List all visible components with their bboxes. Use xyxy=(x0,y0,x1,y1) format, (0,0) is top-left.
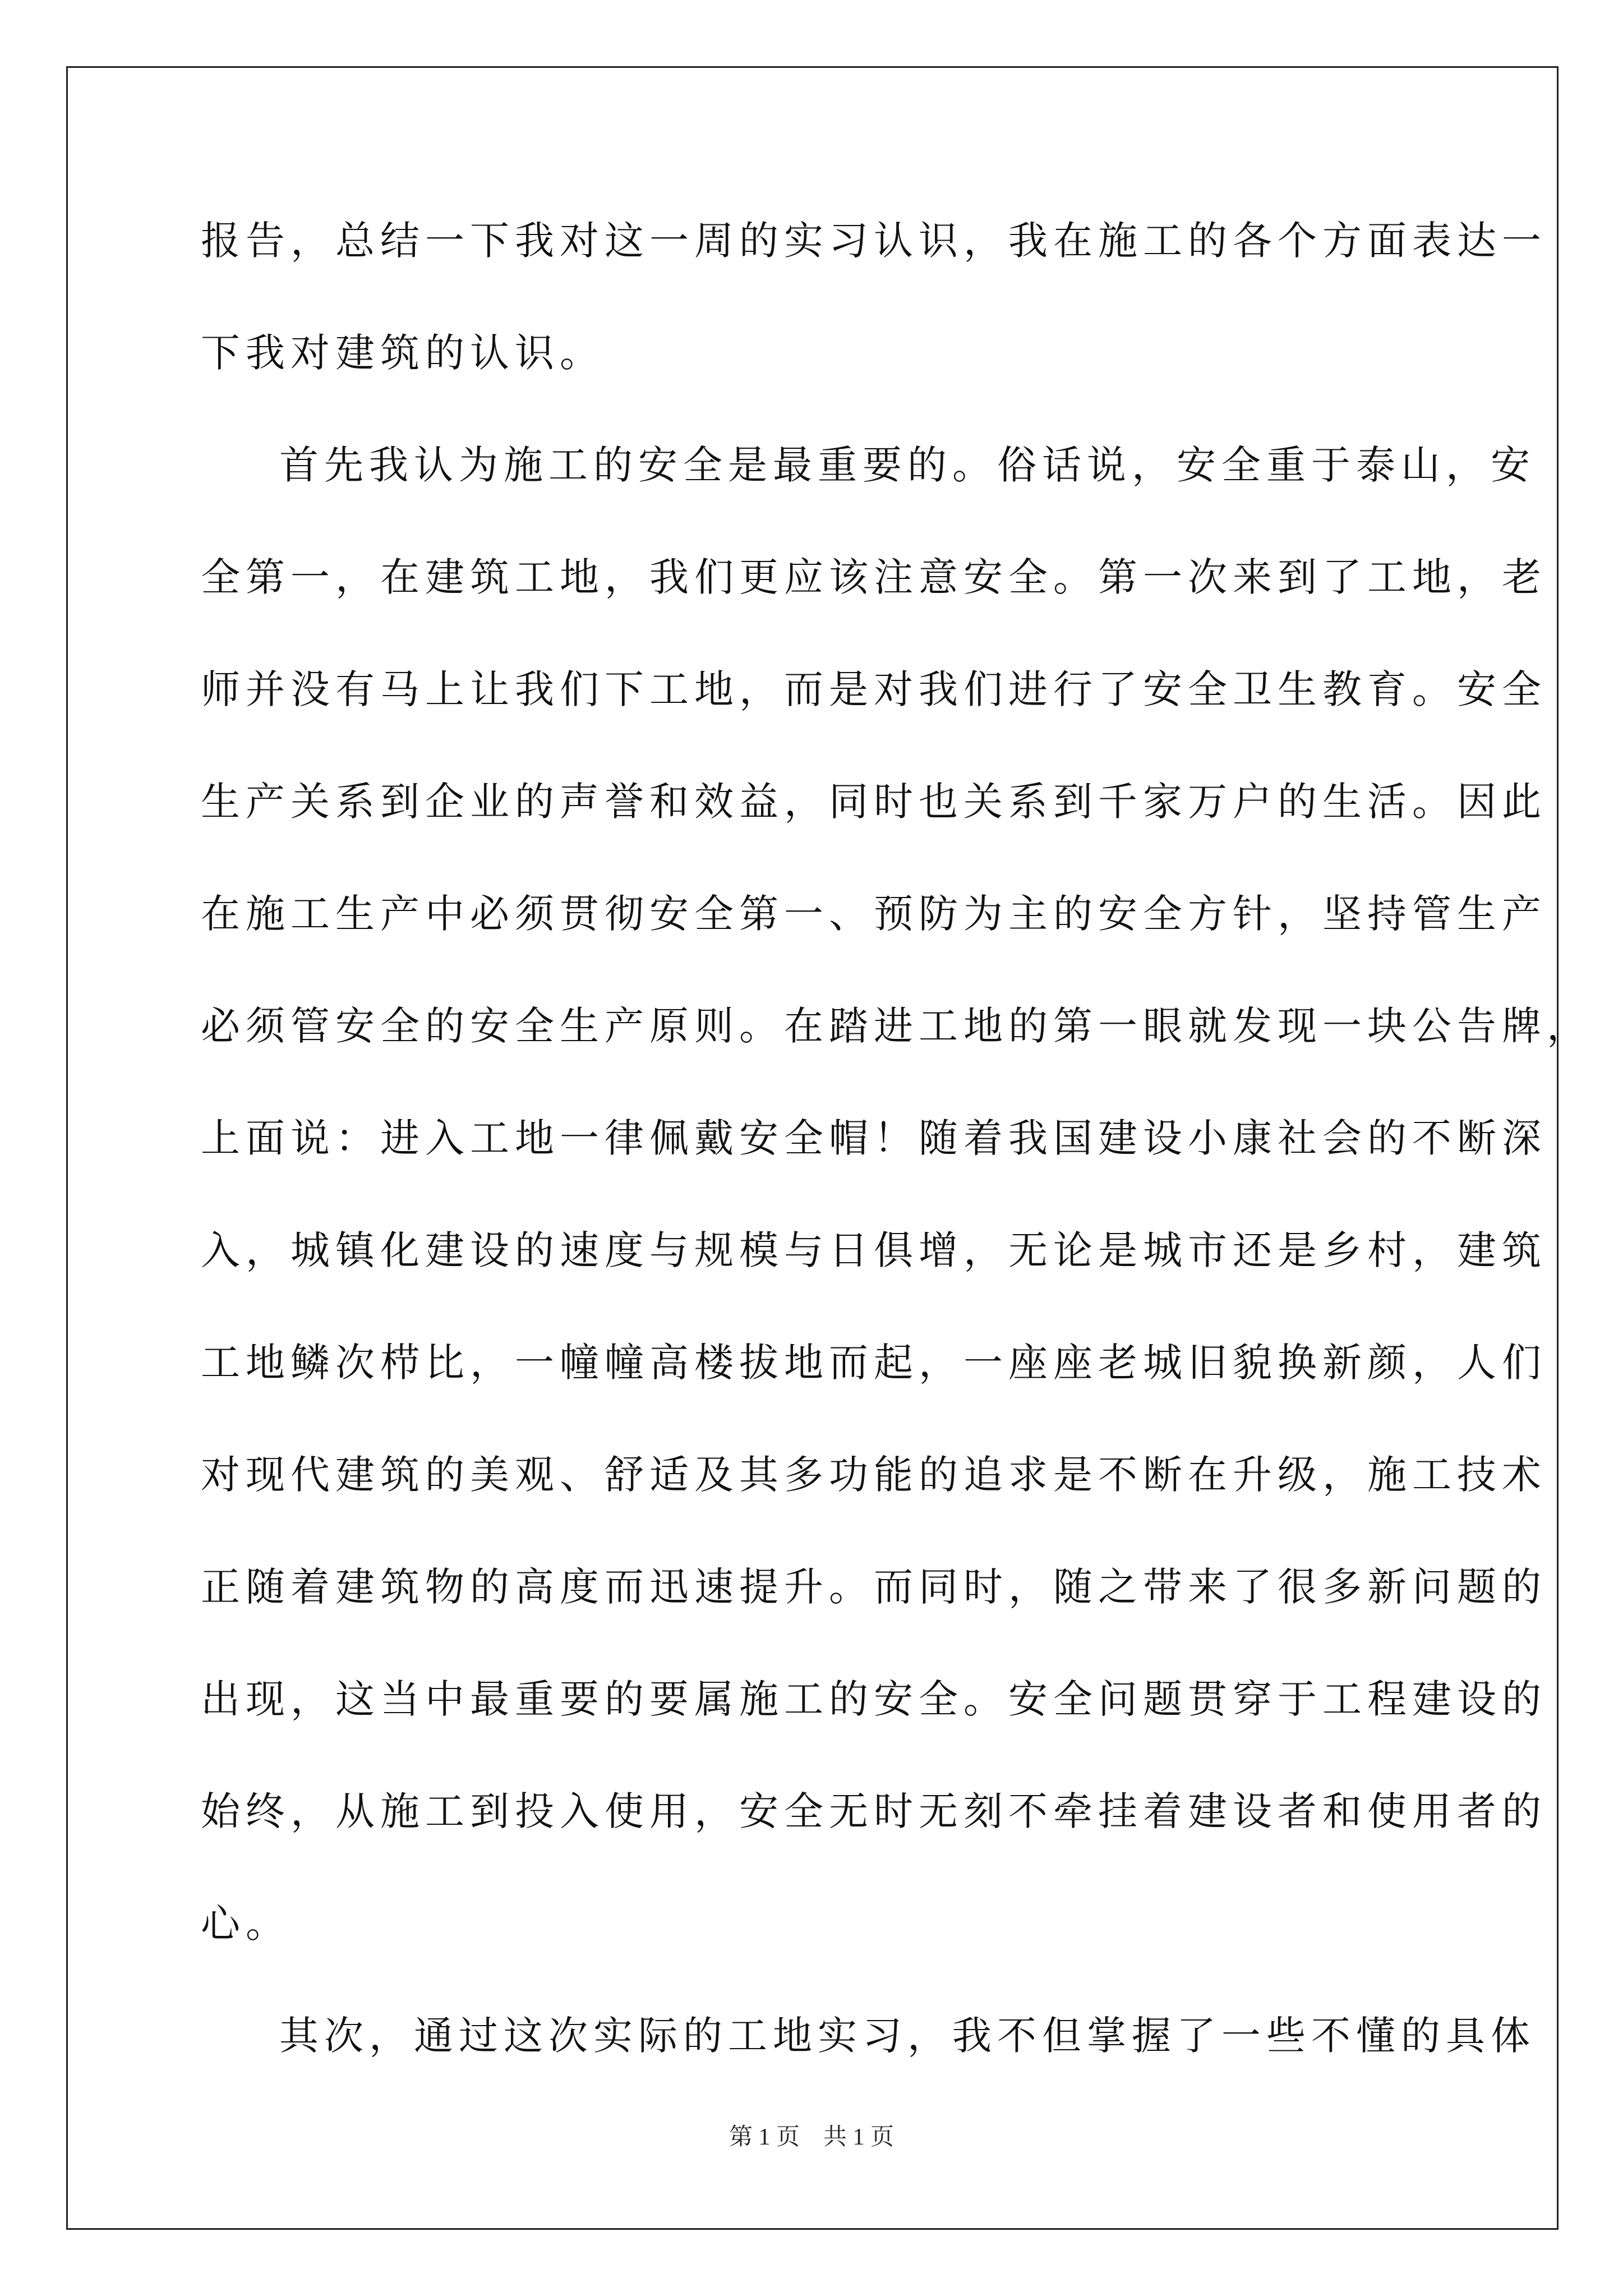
page-footer: 第 1 页 共 1 页 xyxy=(728,2124,894,2150)
text-line: 正随着建筑物的高度而迅速提升。而同时，随之带来了很多新问题的 xyxy=(201,1564,1547,1610)
text-line: 下我对建筑的认识。 xyxy=(201,330,605,376)
text-line: 入，城镇化建设的速度与规模与日俱增，无论是城市还是乡村，建筑 xyxy=(201,1227,1547,1273)
text-line: 必须管安全的安全生产原则。在踏进工地的第一眼就发现一块公告牌， xyxy=(201,1003,1592,1049)
text-line: 上面说：进入工地一律佩戴安全帽！随着我国建设小康社会的不断深 xyxy=(201,1115,1547,1161)
text-line: 始终，从施工到投入使用，安全无时无刻不牵挂着建设者和使用者的 xyxy=(201,1788,1547,1834)
paragraph-start-line: 其次，通过这次实际的工地实习，我不但掌握了一些不懂的具体 xyxy=(279,2013,1536,2059)
text-line: 在施工生产中必须贯彻安全第一、预防为主的安全方针，坚持管生产 xyxy=(201,891,1547,937)
text-line: 报告，总结一下我对这一周的实习认识，我在施工的各个方面表达一 xyxy=(201,218,1547,264)
text-line: 对现代建筑的美观、舒适及其多功能的追求是不断在升级，施工技术 xyxy=(201,1452,1547,1498)
text-line: 生产关系到企业的声誉和效益，同时也关系到千家万户的生活。因此 xyxy=(201,779,1547,825)
text-line: 出现，这当中最重要的要属施工的安全。安全问题贯穿于工程建设的 xyxy=(201,1676,1547,1722)
text-line: 工地鳞次栉比，一幢幢高楼拔地而起，一座座老城旧貌换新颜，人们 xyxy=(201,1340,1547,1386)
text-line: 心。 xyxy=(201,1901,291,1947)
paragraph-start-line: 首先我认为施工的安全是最重要的。俗话说，安全重于泰山，安 xyxy=(279,442,1536,488)
text-line: 师并没有马上让我们下工地，而是对我们进行了安全卫生教育。安全 xyxy=(201,666,1547,712)
text-line: 全第一，在建筑工地，我们更应该注意安全。第一次来到了工地，老 xyxy=(201,554,1547,600)
